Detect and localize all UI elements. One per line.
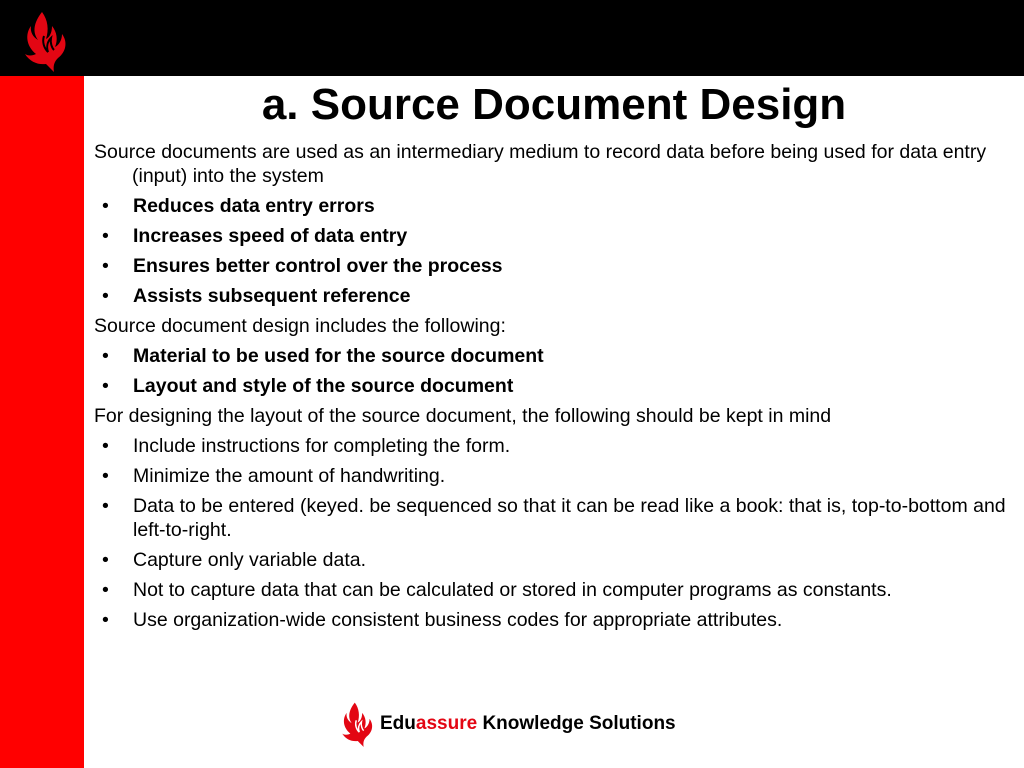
bullet: • [102, 195, 109, 217]
page-title: a. Source Document Design [261, 80, 847, 129]
layout-item-text: Use organization-wide consistent business codes for appropriate attributes. [133, 609, 783, 631]
footer-text [380, 712, 676, 736]
design-item-text: Layout and style of the source document [133, 375, 514, 397]
bullet: • [102, 465, 109, 487]
brand-rest: Knowledge Solutions [477, 713, 676, 734]
brand-assure: assure [415, 713, 478, 734]
benefit-text: Reduces data entry errors [133, 195, 375, 217]
header-bar [0, 0, 1024, 76]
benefit-text: Assists subsequent reference [133, 285, 411, 307]
list-item [94, 224, 1014, 248]
benefit-text: Increases speed of data entry [133, 225, 408, 247]
list-item [94, 344, 1014, 368]
flame-icon [22, 10, 68, 72]
slide-body [94, 140, 1014, 638]
design-intro: Source document design includes the following: [94, 315, 506, 337]
layout-item-text: Include instructions for completing the form. [133, 435, 511, 457]
bullet: • [102, 285, 109, 307]
bullet: • [102, 345, 109, 367]
bullet: • [102, 495, 109, 517]
bullet: • [102, 435, 109, 457]
list-item [94, 434, 1014, 458]
layout-item-text: Not to capture data that can be calculated or stored in computer programs as constants. [133, 579, 892, 601]
list-item [94, 608, 1014, 632]
footer-brand [340, 696, 676, 752]
list-item [94, 464, 1014, 488]
list-item [94, 194, 1014, 218]
layout-item-text: Data to be entered (keyed. be sequenced so that it can be read like a book: that is, top-to-bottom and left-to-right. [133, 495, 1006, 541]
bullet: • [102, 549, 109, 571]
flame-icon [340, 696, 374, 752]
list-item [94, 548, 1014, 572]
bullet: • [102, 255, 109, 277]
layout-item-text: Minimize the amount of handwriting. [133, 465, 446, 487]
list-item [94, 254, 1014, 278]
list-item [94, 374, 1014, 398]
list-item [94, 494, 1014, 542]
design-item-text: Material to be used for the source document [133, 345, 544, 367]
bullet: • [102, 579, 109, 601]
bullet: • [102, 225, 109, 247]
benefit-text: Ensures better control over the process [133, 255, 503, 277]
bullet: • [102, 609, 109, 631]
bullet: • [102, 375, 109, 397]
list-item [94, 578, 1014, 602]
layout-intro: For designing the layout of the source document, the following should be kept in mind [94, 405, 832, 427]
brand-edu: Edu [380, 713, 416, 734]
layout-item-text: Capture only variable data. [133, 549, 367, 571]
intro-paragraph: Source documents are used as an intermediary medium to record data before being used for data entry (input) into the system [94, 141, 987, 187]
list-item [94, 284, 1014, 308]
side-bar [0, 76, 84, 768]
